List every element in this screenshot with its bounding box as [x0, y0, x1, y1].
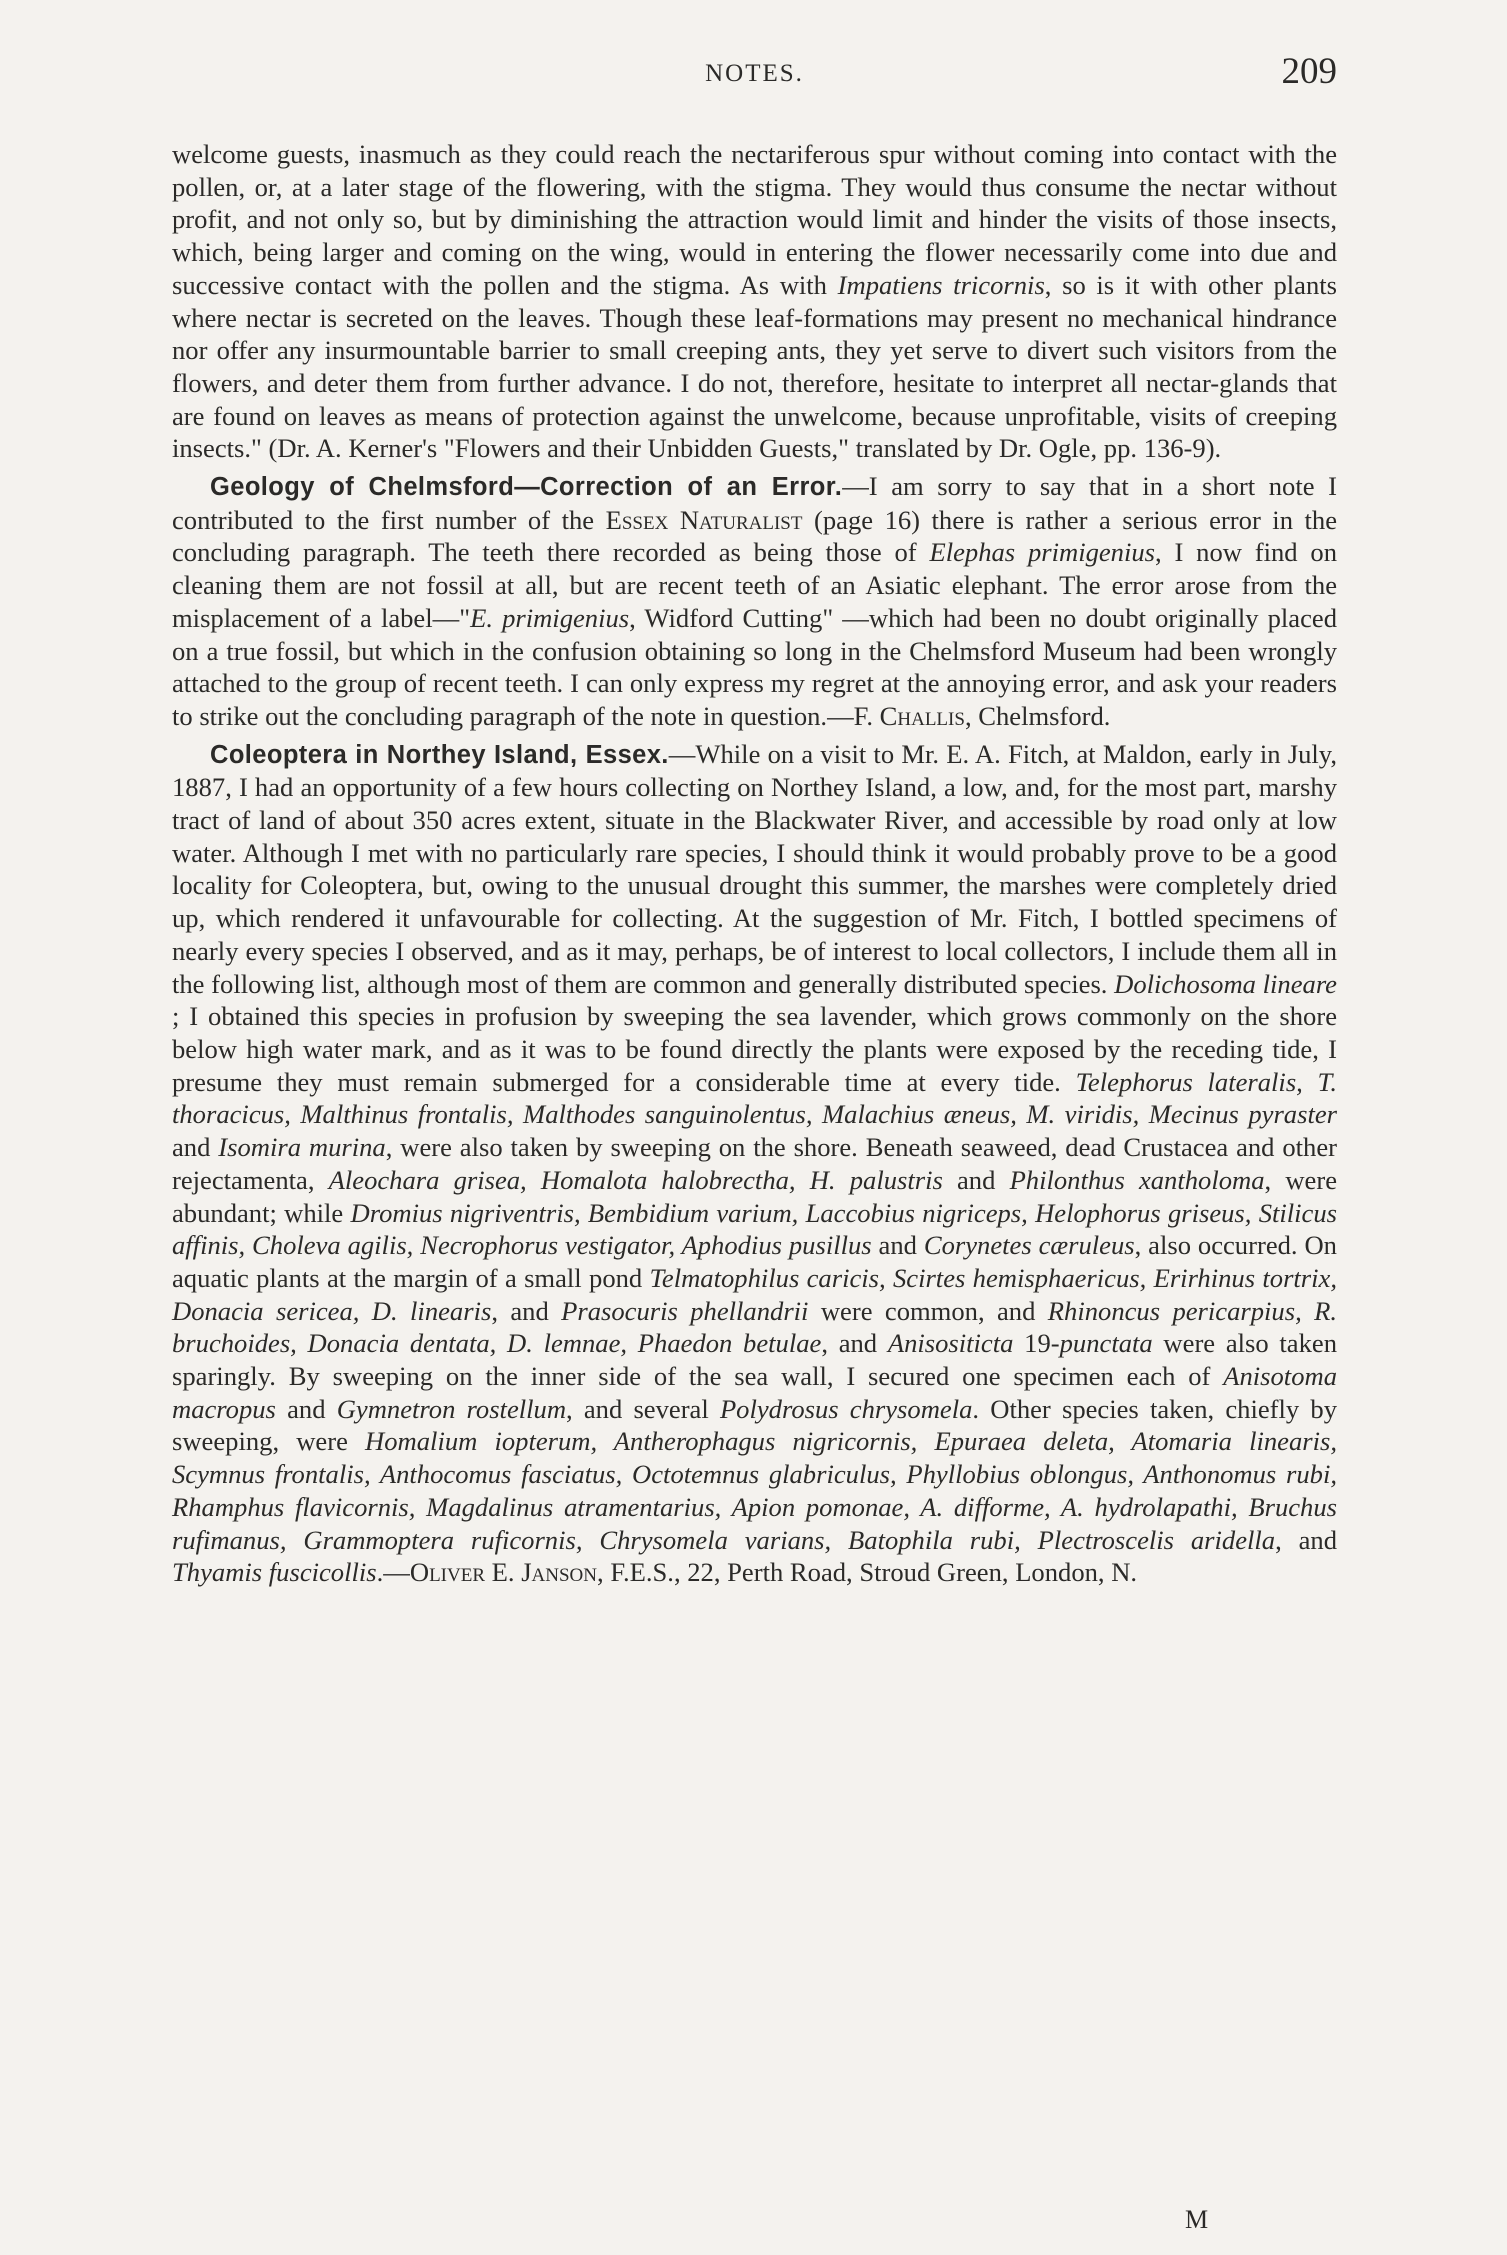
- text-run: , and several: [566, 1393, 720, 1424]
- paragraph: [172, 738, 1337, 1589]
- text-run: , so is it with other plants where nectar is secreted on the leaves. Though these leaf-formations may present no mechanical hindrance nor offer any insurmountable barrier to small creeping ants, they yet serve to divert such visitors from the flowers, and deter them from further advance. I do not, therefore, hesitate to interpret all nectar-glands that are found on leaves as means of protection against the unwelcome, because unprofitable, visits of creeping insects." (Dr. A. Kerner's "Flowers and their Unbidden Guests," translated by Dr. Ogle, pp. 136-9).: [172, 269, 1337, 464]
- paragraph: [172, 138, 1337, 465]
- italic-text: Thyamis fuscicollis: [172, 1557, 377, 1588]
- italic-text: Polydrosus chrysomela: [719, 1393, 973, 1424]
- italic-text: Dolichosoma lineare: [1114, 968, 1337, 999]
- text-run: , and: [821, 1328, 888, 1359]
- italic-text: Telephorus lateralis, T. thoracicus, Malthinus frontalis, Malthodes sanguinolentus, Malachius æneus, M. viridis, Mecinus pyraster: [172, 1066, 1338, 1130]
- small-caps-text: Essex Naturalist: [605, 504, 803, 535]
- text-run: , I now find on cleaning them are not fossil at all, but are recent teeth of an Asiatic elephant. The error arose from the misplacement of a label—": [172, 537, 1338, 633]
- italic-text: E. primigenius: [470, 602, 630, 633]
- body-text: [172, 138, 1337, 1589]
- italic-text: Rhinoncus pericarpius, R. bruchoides, Donacia dentata, D. lemnae, Phaedon betulae: [172, 1295, 1338, 1359]
- italic-text: Gymnetron rostellum: [336, 1393, 567, 1424]
- text-run: , were also taken by sweeping on the shore. Beneath seaweed, dead Crustacea and other rejectamenta,: [172, 1132, 1337, 1195]
- running-title: NOTES.: [705, 60, 804, 87]
- italic-text: Impatiens tricornis: [837, 269, 1045, 300]
- page-header: [172, 50, 1337, 100]
- page-number: 209: [1281, 51, 1337, 92]
- italic-text: Telmatophilus caricis, Scirtes hemisphaericus, Erirhinus tortrix, Donacia sericea, D. linearis: [172, 1262, 1338, 1326]
- text-run: , also occurred. On aquatic plants at the margin of a small pond: [172, 1230, 1337, 1293]
- text-run: and: [275, 1393, 337, 1424]
- note-heading: Coleoptera in Northey Island, Essex.: [210, 740, 669, 769]
- note-heading: Geology of Chelmsford—Correction of an Error.: [210, 473, 843, 502]
- text-run: were common, and: [808, 1295, 1048, 1326]
- italic-text: Corynetes cæruleus: [923, 1230, 1135, 1261]
- paragraph: [172, 470, 1337, 733]
- small-caps-text: Oliver E. Janson: [409, 1557, 598, 1588]
- text-run: , Chelmsford.: [964, 700, 1111, 731]
- text-run: were also taken sparingly. By sweeping on the inner side of the sea wall, I secured one specimen each of: [172, 1328, 1337, 1392]
- italic-text: Philonthus xantholoma: [1009, 1164, 1265, 1195]
- italic-text: Homalium iopterum, Antherophagus nigricornis, Epuraea deleta, Atomaria linearis, Scymnus frontalis, Anthocomus fasciatus, Octotemnus glabriculus, Phyllobius oblongus, Anthonomus rubi, Rhamphus flavicornis, Magdalinus atramentarius, Apion pomonae, A. difforme, A. hydrolapathi, Bruchus rufimanus, Grammoptera ruficornis, Chrysomela varians, Batophila rubi, Plectroscelis aridella: [172, 1426, 1337, 1555]
- small-caps-text: Challis: [879, 700, 965, 731]
- italic-text: Aleochara grisea, Homalota halobrectha, H. palustris: [328, 1164, 943, 1195]
- italic-text: Isomira murina: [218, 1132, 386, 1163]
- text-run: —While on a visit to Mr. E. A. Fitch, at Maldon, early in July, 1887, I had an opportunity of a few hours collecting on Northey Island, a low, and, for the most part, marshy tract of land of about 350 acres extent, situate in the Blackwater River, and accessible by road only at low water. Although I met with no particularly rare species, I should think it would probably prove to be a good locality for Coleoptera, but, owing to the unusual drought this summer, the marshes were completely dried up, which rendered it unfavourable for collecting. At the suggestion of Mr. Fitch, I bottled specimens of nearly every species I observed, and as it may, perhaps, be of interest to local collectors, I include them all in the following list, although most of them are common and generally distributed species.: [172, 738, 1337, 999]
- signature-mark: M: [1185, 2205, 1209, 2234]
- italic-text: Dromius nigriventris, Bembidium varium, Laccobius nigriceps, Helophorus griseus, Stilicus affinis, Choleva agilis, Necrophorus vestigator, Aphodius pusillus: [172, 1197, 1338, 1261]
- italic-text: Elephas primigenius: [929, 537, 1156, 568]
- text-run: and: [172, 1132, 219, 1163]
- italic-text: Prasocuris phellandrii: [561, 1295, 809, 1326]
- italic-text: Anisotoma macropus: [172, 1361, 1337, 1424]
- text-run: ; I obtained this species in profusion by sweeping the sea lavender, which grows commonly on the shore below high water mark, and as it was to be found directly the plants were exposed by the receding tide, I presume they must remain submerged for a considerable time at every tide.: [172, 1001, 1337, 1097]
- text-run: and: [942, 1164, 1010, 1195]
- text-run: and: [871, 1230, 924, 1261]
- text-run: —I am sorry to say that in a short note I contributed to the first number of the: [172, 471, 1337, 535]
- text-run: 19-: [1013, 1328, 1060, 1359]
- italic-text: Anisositicta: [887, 1328, 1014, 1359]
- text-run: .—: [376, 1557, 410, 1588]
- text-run: , and: [491, 1295, 562, 1326]
- text-run: , F.E.S., 22, Perth Road, Stroud Green, London, N.: [597, 1557, 1138, 1588]
- text-run: , Widford Cutting" —which had been no doubt originally placed on a true fossil, but which in the confusion obtaining so long in the Chelmsford Museum had been wrongly attached to the group of recent teeth. I can only express my regret at the annoying error, and ask your readers to strike out the concluding paragraph of the note in question.—F.: [172, 602, 1338, 731]
- text-run: (page 16) there is rather a serious error in the concluding paragraph. The teeth there recorded as being those of: [172, 504, 1337, 568]
- text-run: , were abundant; while: [172, 1164, 1338, 1228]
- text-run: . Other species taken, chiefly by sweeping, were: [172, 1393, 1337, 1457]
- text-run: welcome guests, inasmuch as they could reach the nectariferous spur without coming into contact with the pollen, or, at a later stage of the flowering, with the stigma. They would thus consume the nectar without profit, and not only so, but by diminishing the attraction would limit and hinder the visits of those insects, which, being larger and coming on the wing, would in entering the flower necessarily come into due and successive contact with the pollen and the stigma. As with: [172, 139, 1337, 300]
- italic-text: punctata: [1059, 1328, 1153, 1359]
- text-run: , and: [1275, 1524, 1337, 1555]
